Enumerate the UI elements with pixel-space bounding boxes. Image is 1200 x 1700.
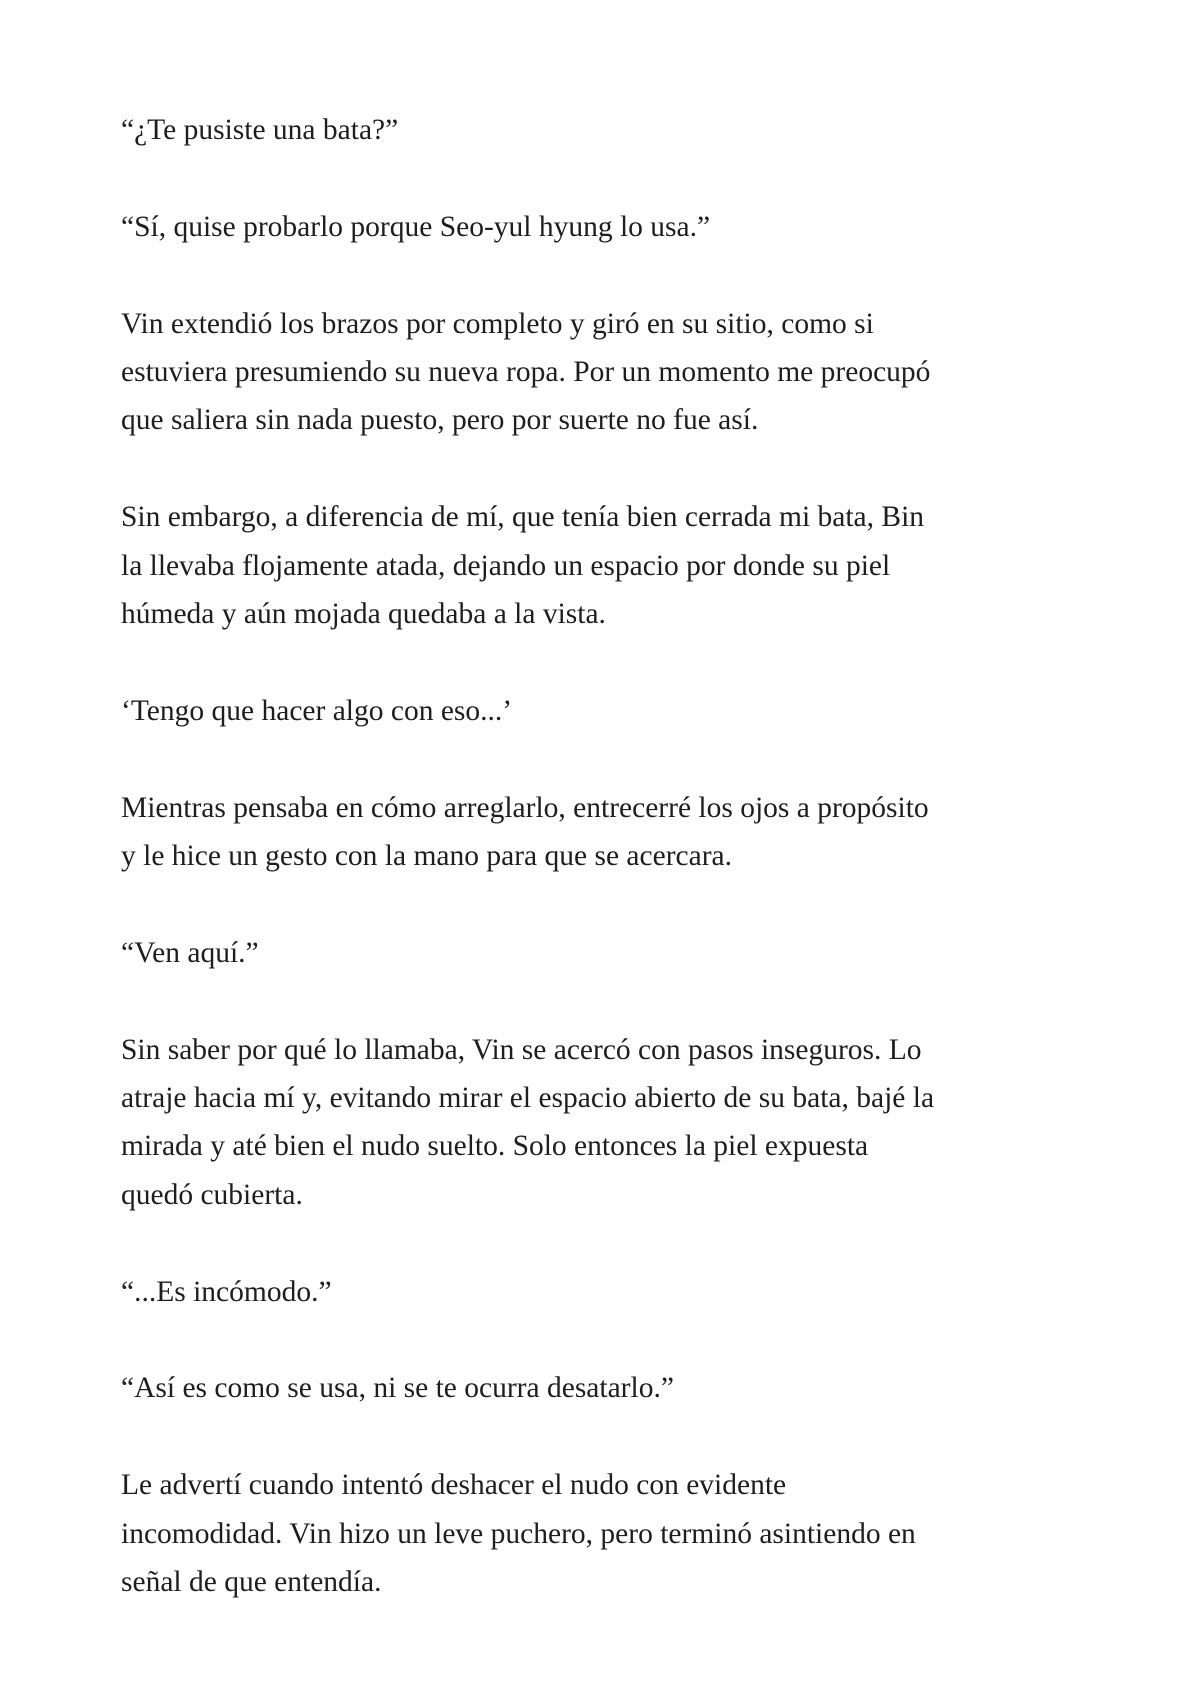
paragraph [121, 687, 1101, 735]
text-line: y le hice un gesto con la mano para que se acercara. [121, 840, 733, 873]
text-line: húmeda y aún mojada quedaba a la vista. [121, 598, 606, 631]
text-line: estuviera presumiendo su nueva ropa. Por un momento me preocupó [121, 356, 931, 388]
text-line: Sin saber por qué lo llamaba, Vin se acercó con pasos inseguros. Lo [121, 1033, 922, 1066]
text-line: que saliera sin nada puesto, pero por suerte no fue así. [121, 404, 759, 437]
text-line: atraje hacia mí y, evitando mirar el espacio abierto de su bata, bajé la [121, 1082, 935, 1115]
paragraph [121, 203, 1101, 251]
paragraph [121, 1026, 1101, 1220]
text-line: “...Es incómodo.” [121, 1275, 332, 1308]
paragraph [121, 1364, 1101, 1412]
paragraph [121, 929, 1101, 977]
text-line: mirada y até bien el nudo suelto. Solo entonces la piel expuesta [121, 1130, 869, 1163]
text-line: la llevaba flojamente atada, dejando un espacio por donde su piel [121, 549, 891, 582]
paragraph [121, 300, 1101, 445]
paragraph [121, 1461, 1101, 1606]
text-line: “¿Te pusiste una bata?” [121, 114, 399, 146]
paragraph [121, 493, 1101, 638]
paragraph [121, 1268, 1101, 1316]
text-line: quedó cubierta. [121, 1178, 303, 1211]
text-line: “Así es como se usa, ni se te ocurra desatarlo.” [121, 1372, 674, 1405]
text-line: “Sí, quise probarlo porque Seo-yul hyung lo usa.” [121, 210, 711, 243]
paragraph [121, 784, 1101, 881]
document-page [121, 106, 1101, 1655]
text-line: señal de que entendía. [121, 1566, 382, 1599]
paragraph [121, 106, 1101, 154]
text-line: Vin extendió los brazos por completo y giró en su sitio, como si [121, 307, 874, 340]
text-line: Mientras pensaba en cómo arreglarlo, entrecerré los ojos a propósito [121, 791, 929, 824]
text-line: ‘Tengo que hacer algo con eso...’ [121, 694, 513, 727]
text-line: Sin embargo, a diferencia de mí, que tenía bien cerrada mi bata, Bin [121, 501, 925, 534]
text-line: “Ven aquí.” [121, 936, 259, 969]
text-line: incomodidad. Vin hizo un leve puchero, pero terminó asintiendo en [121, 1517, 916, 1550]
text-line: Le advertí cuando intentó deshacer el nudo con evidente [121, 1469, 787, 1502]
